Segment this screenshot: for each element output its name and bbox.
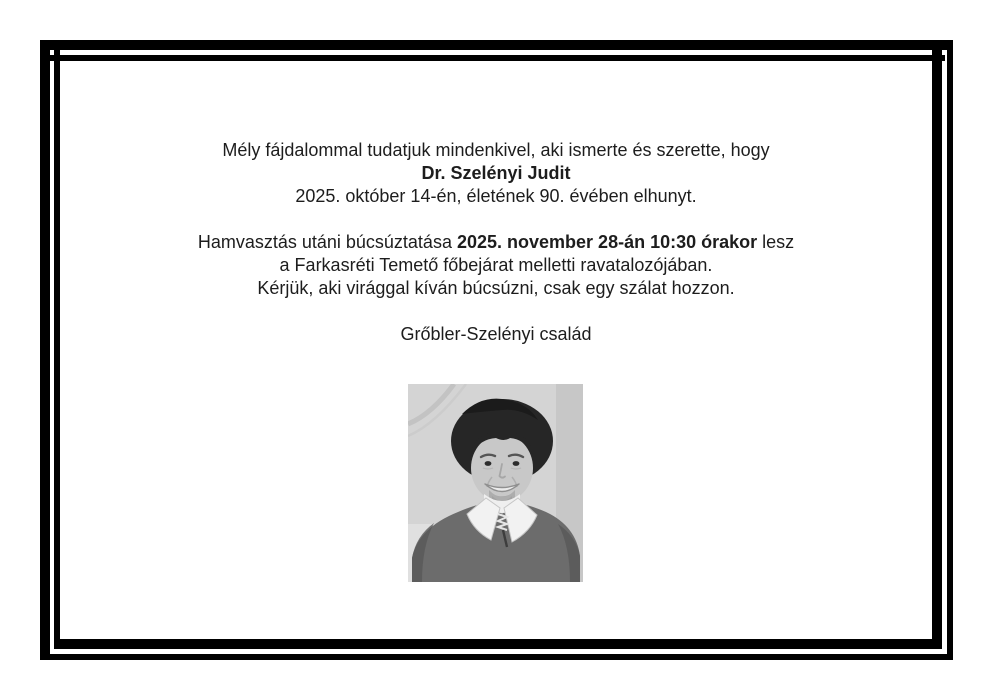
- frame-bar-bottom-thick: [54, 639, 942, 649]
- deceased-name: [0, 162, 992, 185]
- portrait-photo: [408, 384, 583, 582]
- portrait-photo-image: [408, 384, 583, 582]
- family-signature: Grőbler-Szelényi család: [400, 324, 592, 344]
- signature-paragraph: [0, 323, 992, 346]
- intro-line: Mély fájdalommal tudatjuk mindenkivel, aki ismerte és szerette, hogy: [222, 140, 770, 160]
- announcement-paragraph: [0, 139, 992, 208]
- farewell-line: [0, 231, 992, 254]
- farewell-suffix: lesz: [762, 232, 795, 252]
- frame-bar-top-thin: [50, 55, 945, 61]
- deceased-name-text: Dr. Szelényi Judit: [421, 163, 571, 183]
- frame-bar-bottom-thin: [40, 654, 953, 660]
- flower-request-line: Kérjük, aki virággal kíván búcsúzni, csak egy szálat hozzon.: [257, 278, 735, 298]
- face: [471, 431, 533, 502]
- farewell-datetime: 2025. november 28-án 10:30 órakor: [456, 232, 758, 252]
- frame-bar-top-thick: [40, 40, 953, 50]
- farewell-paragraph: [0, 231, 992, 300]
- death-date-line: 2025. október 14-én, életének 90. évében elhunyt.: [295, 186, 697, 206]
- farewell-prefix: Hamvasztás utáni búcsúztatása: [197, 232, 452, 252]
- location-line: a Farkasréti Temető főbejárat melletti ravatalozójában.: [279, 255, 713, 275]
- notice-text: [0, 139, 992, 369]
